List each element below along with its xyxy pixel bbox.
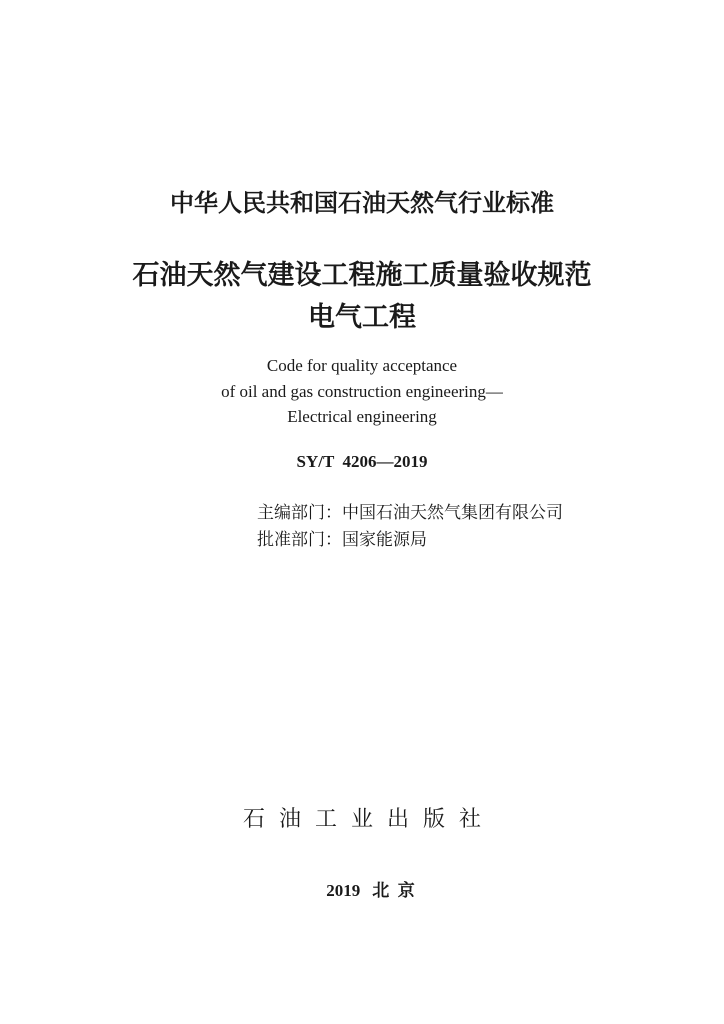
publisher-name: 石油工业出版社	[242, 806, 495, 831]
approval-value: 国家能源局	[342, 530, 427, 549]
chinese-title-line-2: 电气工程	[308, 302, 416, 333]
chinese-title-line-1: 石油天然气建设工程施工质量验收规范	[132, 260, 592, 291]
standard-code: SY/T 4206—2019	[296, 452, 428, 471]
approval-line	[257, 525, 427, 550]
chief-editor-value: 中国石油天然气集团有限公司	[342, 503, 563, 522]
chief-editor-line	[257, 498, 563, 523]
publication-city: 北 京	[372, 881, 415, 900]
publication-year: 2019	[326, 881, 361, 900]
industry-standard-heading: 中华人民共和国石油天然气行业标准	[170, 189, 554, 217]
english-title-line-1: Code for quality acceptance	[266, 356, 458, 375]
publication-year-city	[0, 856, 724, 921]
chief-editor-label: 主编部门：	[257, 503, 342, 522]
english-title-line-2: of oil and gas construction engineering—	[221, 382, 503, 401]
approval-label: 批准部门：	[257, 530, 342, 549]
english-title-line-3: Electrical engineering	[287, 407, 437, 426]
